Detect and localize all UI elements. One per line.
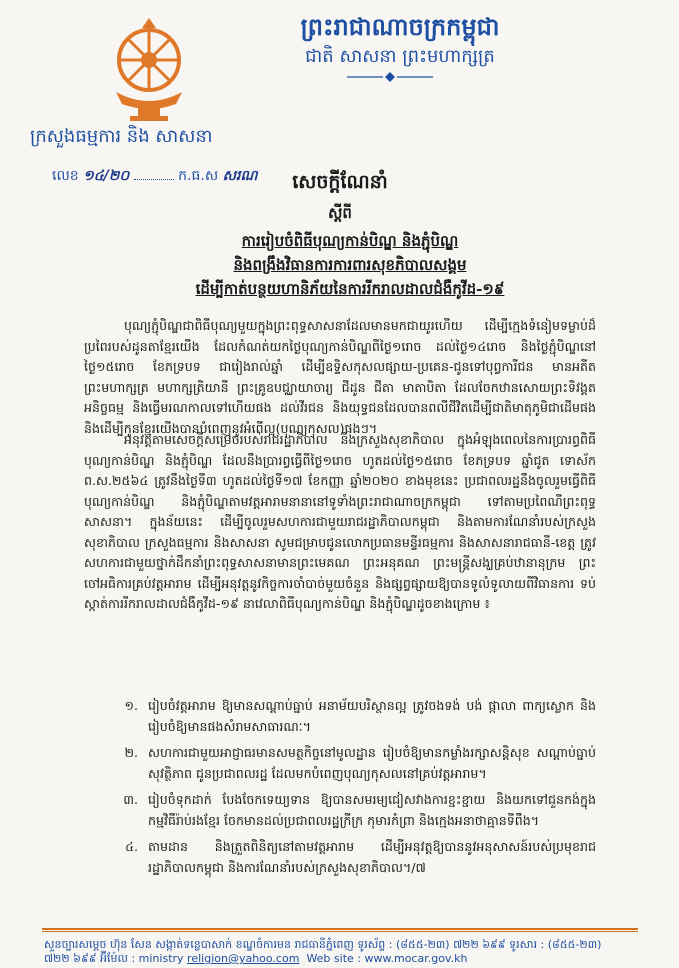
national-motto: ជាតិ សាសនា ព្រះមហាក្សត្រ	[305, 46, 495, 67]
footer-contact	[44, 952, 638, 968]
email-link[interactable]: religion@yahoo.com	[187, 952, 300, 965]
item-number: ៤.	[125, 839, 138, 854]
list-item	[86, 837, 596, 878]
ref-label: លេខ	[52, 168, 79, 184]
ministry-name: ក្រសួងធម្មការ និង សាសនា	[30, 126, 213, 147]
body-paragraph-2: អនុវត្តតាមសេចក្តីសម្រេចរបស់រាជរដ្ឋាភិបាល និងក្រសួងសុខាភិបាល ក្នុងអំឡុងពេលនៃការប្រារព្ធពិធីបុណ្យកាន់បិណ្ឌ និងភ្ជុំបិណ្ឌ ដែលនឹងប្រារព្ធធ្វើពីថ្ងៃ១រោច ហូតដល់ថ្ងៃ១៥រោច ខែភទ្របទ ឆ្នាំជូត ទោស័ក ព.ស.២៥៦៤ ត្រូវនឹងថ្ងៃទី៣ ហូតដល់ថ្ងៃទី១៧ ខែកញ្ញា ឆ្នាំ២០២០ ខាងមុខនេះ ប្រជាពលរដ្ឋនឹងចូលរួមធ្វើពិធីបុណ្យកាន់បិណ្ឌ និងភ្ជុំបិណ្ឌតាមវត្តអារាមនានានៅទូទាំងព្រះរាជាណាចក្រកម្ពុជា ទៅតាមប្រពៃណីព្រះពុទ្ធសាសនា។ ក្នុងន័យនេះ ដើម្បីចូលរួមសហការជាមួយរាជរដ្ឋាភិបាលកម្ពុជា និងតាមការណែនាំរបស់ក្រសួងសុខាភិបាល ក្រសួងធម្មការ និងសាសនា សូមជម្រាបជូនលោកប្រធានមន្ទីរធម្មការ និងសាសនារាជធានី-ខេត្ត ត្រូវសហការជាមួយថ្នាក់ដឹកនាំព្រះពុទ្ធសាសនាមានព្រះមេគណ ព្រះអនុគណ ព្រះមន្ត្រីសង្ឃគ្រប់ឋានានុក្រម ព្រះចៅអធិការគ្រប់វត្តអារាម ដើម្បីអនុវត្តនូវកិច្ចការចាំបាច់មួយចំនួន និងផ្សព្វផ្សាយឱ្យបានទូលំទូលាយពីវិធានការ ទប់ស្កាត់ការរីករាលដាលជំងឺកូវីដ-១៩ នាវេលាពិធីបុណ្យកាន់បិណ្ឌ និងភ្ជុំបិណ្ឌដូចខាងក្រោម ៖	[84, 432, 596, 611]
ref-handwritten: សរណ	[222, 168, 258, 184]
ref-dots	[134, 167, 174, 180]
body-paragraph-1: បុណ្យភ្ជុំបិណ្ឌជាពិធីបុណ្យមួយក្នុងព្រះពុទ្ធសាសនាដែលមានមកជាយូរហើយ ដើម្បីក្មេងទំនៀមទម្លាប់ដ៏ប្រពៃរបស់ដូនតាខ្មែរយើង ដែលកំណត់យកថ្ងៃបុណ្យកាន់បិណ្ឌពីថ្ងៃ១រោច ដល់ថ្ងៃ១៤រោច និងថ្ងៃភ្ជុំបិណ្ឌនៅថ្ងៃ១៥រោច ខែភទ្របទ ជារៀងរាល់ឆ្នាំ ដើម្បីឧទ្ទិសកុសលផ្សាយ-ប្រគេន-ជូនទៅបុព្វការីជន មានអតីតព្រះមហាក្សត្រ មហាក្សត្រិយានី ព្រះគ្រូឧបជ្ឈាយាចារ្យ ជីដូន ជីតា មាតាបិតា ដែលចែកឋានសោយព្រះទិវង្គត អនិច្ចធម្ម និងធ្វើមរណកាលទៅហើយផង ដល់វីរជន និងយុទ្ធជនដែលបានពលីជីវិតដើម្បីជាតិមាតុភូមិជាដើមផង និងដើម្បីកូនខ្មែរយើងបានបំពេញនូវអំពើល្អ(បុណ្យកុសល)ផងៗ។	[84, 318, 596, 436]
website-label: Web site :	[306, 952, 361, 965]
ref-number: ១៤/២០	[83, 168, 130, 184]
subject-line-3: ដើម្បីកាត់បន្ថយហានិភ័យនៃការរីករាលដាលជំងឺកូវីដ-១៩	[195, 280, 505, 298]
list-item	[86, 790, 596, 831]
item-text: តាមដាន និងត្រួតពិនិត្យនៅតាមវត្តអារាម ដើម្បីអនុវត្តឱ្យបាននូវអនុសាសន៍របស់ប្រមុខរាជរដ្ឋាភិបាលកម្ពុជា និងការណែនាំរបស់ក្រសួងសុខាភិបាល។/៧	[148, 839, 596, 875]
item-text: សហការជាមួយអាជ្ញាធរមានសមត្ថកិច្ចនៅមូលដ្ឋាន រៀបចំឱ្យមានកម្លាំងរក្សាសន្តិសុខ សណ្តាប់ធ្នាប់ សុវត្ថិភាព ជូនប្រជាពលរដ្ឋ ដែលមកបំពេញបុណ្យកុសលនៅគ្រប់វត្តអារាម។	[148, 745, 596, 781]
ornament-divider	[345, 70, 435, 84]
instruction-list	[86, 696, 596, 884]
footer-rule	[42, 928, 638, 930]
item-number: ២.	[124, 745, 138, 760]
item-number: ៣.	[123, 792, 138, 807]
document-type: សេចក្តីណែនាំ	[292, 171, 388, 193]
concerning-label: ស្តីពី	[328, 204, 352, 222]
footer-fax: ៧២២ ៦៩៩ អ៊ីម៉ែល : ministry	[44, 952, 184, 965]
ministry-emblem	[104, 14, 194, 122]
website-link[interactable]: www.mocar.gov.kh	[364, 952, 468, 965]
list-item	[86, 743, 596, 784]
ref-suffix: ក.ធ.ស	[178, 168, 219, 184]
reference-number	[52, 166, 282, 187]
item-number: ១.	[124, 698, 138, 713]
list-item	[86, 696, 596, 737]
kingdom-heading: ព្រះរាជាណាចក្រកម្ពុជា	[300, 12, 500, 41]
item-text: រៀបចំវត្តអារាម ឱ្យមានសណ្តាប់ធ្នាប់ អនាម័យបរិស្ថានល្អ ត្រូវចងទង់ បង់ ផ្កាលា ពាក្យស្លោក និងរៀបចំឱ្យមានផងសំរាមសាធារណៈ។	[148, 698, 596, 734]
footer-address: សួនច្បារសម្តេច ហ៊ុន សែន សង្កាត់ទន្លេបាសាក់ ខណ្ឌចំការមន រាជធានីភ្នំពេញ ទូរស័ព្ទ : (៨៥៥-២៣) ៧២២ ៦៩៩ ទូរសារ : (៨៥៥-២៣)	[44, 938, 602, 951]
subject-line-1: ការរៀបចំពិធីបុណ្យកាន់បិណ្ឌ និងភ្ជុំបិណ្ឌ	[241, 232, 459, 250]
footer-rule-thin	[42, 931, 638, 932]
subject-line-2: និងពង្រឹងវិធានការការពារសុខភិបាលសង្គម	[233, 256, 467, 274]
item-text: រៀបចំទុកដាក់ បែងចែកទេយ្យទាន ឱ្យបានសមរម្យជៀសវាងការខ្ជះខ្ជាយ និងយកទៅជួនកង់ក្នុងកម្មវិធីរ៉ាប់រងខ្មែរ ចែកមានដល់ប្រជាពលរដ្ឋក្រីក្រ កុមារកំព្រា និងក្មេងអនាថាគ្មានទីពឹង។	[148, 792, 596, 828]
